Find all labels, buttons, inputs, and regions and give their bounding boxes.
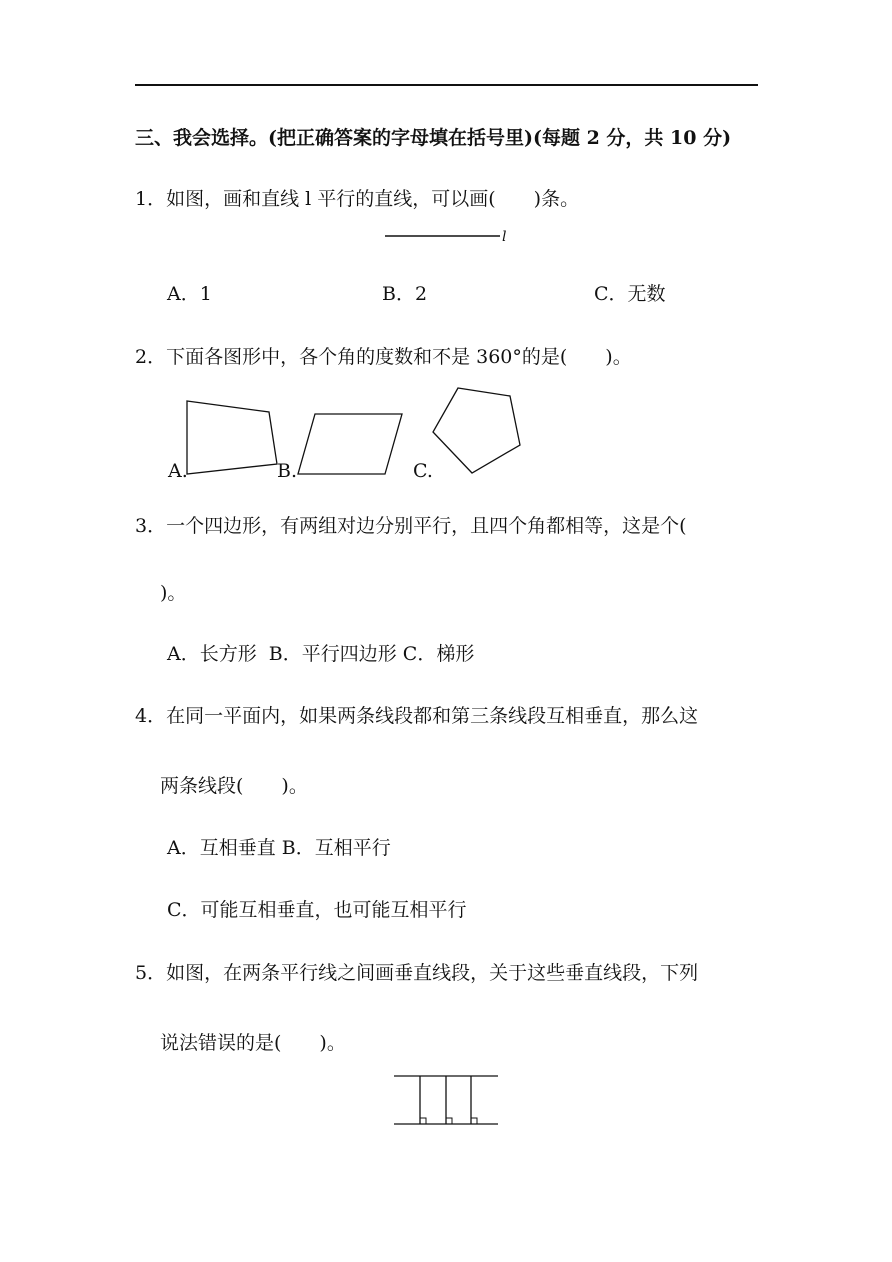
section-title: 三、我会选择。(把正确答案的字母填在括号里)(每题 2 分，共 10 分) bbox=[135, 127, 732, 149]
question-1-option-b: B．2 bbox=[382, 283, 428, 305]
right-angle-mark bbox=[446, 1118, 452, 1124]
question-5-stem-line2: 说法错误的是( )。 bbox=[160, 1032, 346, 1054]
question-5-stem-line1: 5．如图，在两条平行线之间画垂直线段，关于这些垂直线段，下列 bbox=[135, 962, 699, 984]
question-4-options-line2: C．可能互相垂直，也可能互相平行 bbox=[167, 899, 467, 921]
question-1-option-c: C．无数 bbox=[594, 283, 666, 305]
question-2-option-b: B. bbox=[277, 460, 298, 482]
question-1-option-a: A．1 bbox=[167, 283, 212, 305]
right-angle-mark bbox=[420, 1118, 426, 1124]
question-2-option-c: C. bbox=[413, 460, 433, 482]
right-angle-mark bbox=[471, 1118, 477, 1124]
question-4-options-line1: A．互相垂直 B．互相平行 bbox=[167, 837, 391, 859]
question-4-stem-line1: 4．在同一平面内，如果两条线段都和第三条线段互相垂直，那么这 bbox=[135, 705, 699, 727]
question-4-stem-line2: 两条线段( )。 bbox=[160, 775, 308, 797]
line-l-label: l bbox=[502, 229, 507, 245]
question-1-stem: 1．如图，画和直线 l 平行的直线，可以画( )条。 bbox=[135, 188, 580, 210]
question-3-stem-line1: 3．一个四边形，有两组对边分别平行，且四个角都相等，这是个( bbox=[135, 515, 687, 537]
question-2-option-a: A. bbox=[168, 460, 188, 482]
question-3-stem-line2: )。 bbox=[160, 582, 187, 604]
question-3-options: A．长方形 B．平行四边形 C．梯形 bbox=[167, 643, 475, 665]
question-2-stem: 2．下面各图形中，各个角的度数和不是 360°的是( )。 bbox=[135, 346, 632, 368]
